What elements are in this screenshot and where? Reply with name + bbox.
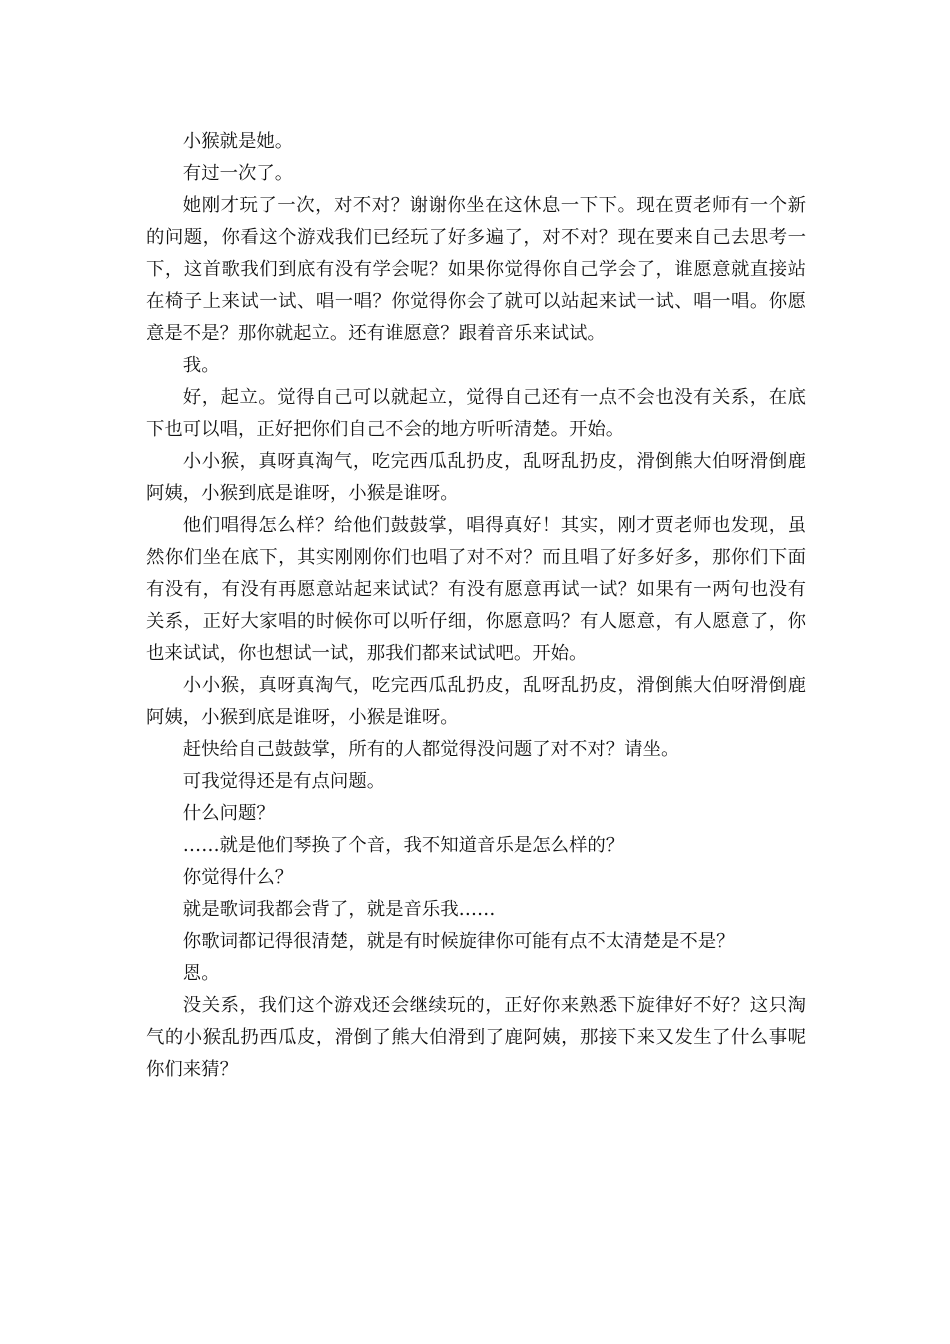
- paragraph: 好，起立。觉得自己可以就起立，觉得自己还有一点不会也没有关系，在底下也可以唱，正好把你们自己不会的地方听听清楚。开始。: [146, 387, 806, 440]
- paragraph: 赶快给自己鼓鼓掌，所有的人都觉得没问题了对不对？请坐。: [182, 739, 680, 760]
- paragraph: 没关系，我们这个游戏还会继续玩的，正好你来熟悉下旋律好不好？这只淘气的小猴乱扔西瓜皮，滑倒了熊大伯滑到了鹿阿姨，那接下来又发生了什么事呢你们来猜？: [146, 995, 806, 1080]
- paragraph: 他们唱得怎么样？给他们鼓鼓掌，唱得真好！其实，刚才贾老师也发现，虽然你们坐在底下，其实刚刚你们也唱了对不对？而且唱了好多好多，那你们下面有没有，有没有再愿意站起来试试？有没有愿意再试一试？如果有一两句也没有关系，正好大家唱的时候你可以听仔细，你愿意吗？有人愿意，有人愿意了，你也来试试，你也想试一试，那我们都来试试吧。开始。: [146, 515, 806, 664]
- paragraph: 小小猴，真呀真淘气，吃完西瓜乱扔皮，乱呀乱扔皮，滑倒熊大伯呀滑倒鹿阿姨，小猴到底是谁呀，小猴是谁呀。: [146, 675, 806, 728]
- paragraph: 她刚才玩了一次，对不对？谢谢你坐在这休息一下下。现在贾老师有一个新的问题，你看这个游戏我们已经玩了好多遍了，对不对？现在要来自己去思考一下，这首歌我们到底有没有学会呢？如果你觉得你自己学会了，谁愿意就直接站在椅子上来试一试、唱一唱？你觉得你会了就可以站起来试一试、唱一唱。你愿意是不是？那你就起立。还有谁愿意？跟着音乐来试试。: [146, 195, 806, 344]
- paragraph: 可我觉得还是有点问题。: [182, 771, 386, 792]
- paragraph: ……就是他们琴换了个音，我不知道音乐是怎么样的？: [182, 835, 625, 856]
- paragraph: 我。: [182, 355, 220, 376]
- paragraph: 你觉得什么？: [182, 867, 294, 888]
- paragraph: 恩。: [182, 963, 220, 984]
- paragraph: 什么问题？: [182, 803, 275, 824]
- paragraph: 有过一次了。: [182, 163, 294, 184]
- paragraph: 你歌词都记得很清楚，就是有时候旋律你可能有点不太清楚是不是？: [182, 931, 735, 952]
- paragraph: 就是歌词我都会背了，就是音乐我……: [182, 899, 496, 920]
- paragraph: 小猴就是她。: [182, 131, 294, 152]
- document-body: [146, 126, 806, 1086]
- paragraph: 小小猴，真呀真淘气，吃完西瓜乱扔皮，乱呀乱扔皮，滑倒熊大伯呀滑倒鹿阿姨，小猴到底是谁呀，小猴是谁呀。: [146, 451, 806, 504]
